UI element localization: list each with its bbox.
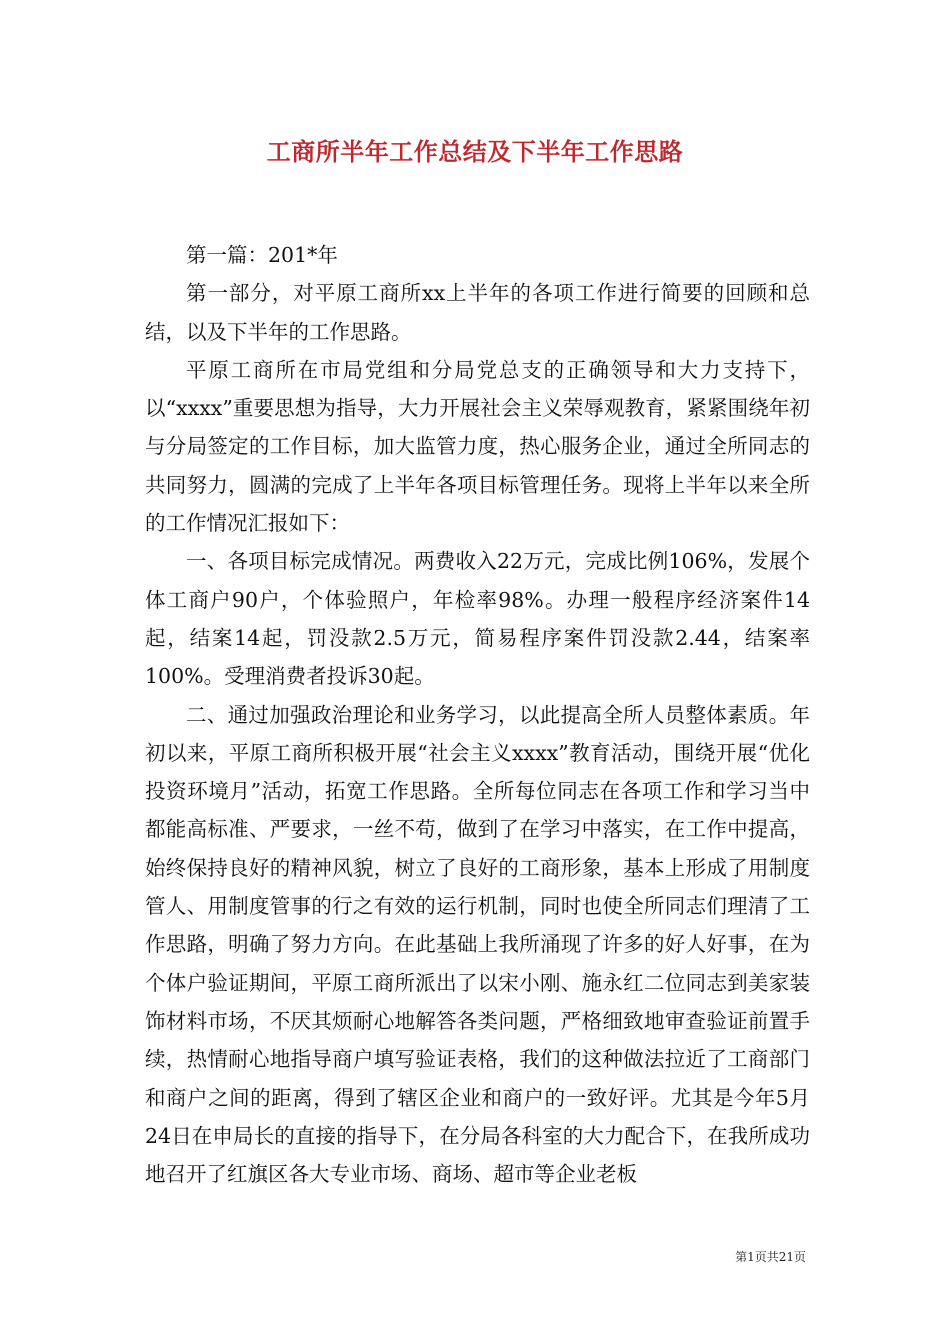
page-footer: 第1页共21页 — [735, 1250, 806, 1264]
paragraph-intro: 第一部分，对平原工商所xx上半年的各项工作进行简要的回顾和总结，以及下半年的工作思路。 — [145, 281, 810, 344]
paragraph-targets: 一、各项目标完成情况。两费收入22万元，完成比例106%，发展个体工商户90户，个体验照户，年检率98%。办理一般程序经济案件14起，结案14起，罚没款2.5万元，简易程序案件罚没款2.44，结案率100%。受理消费者投诉30起。 — [145, 549, 810, 689]
paragraph-overview: 平原工商所在市局党组和分局党总支的正确领导和大力支持下，以“xxxx”重要思想为指导，大力开展社会主义荣辱观教育，紧紧围绕年初与分局签定的工作目标，加大监管力度，热心服务企业，通过全所同志的共同努力，圆满的完成了上半年各项目标管理任务。现将上半年以来全所的工作情况汇报如下： — [145, 357, 810, 536]
document-title: 工商所半年工作总结及下半年工作思路 — [266, 137, 684, 166]
section-heading: 第一篇：201*年 — [186, 243, 338, 267]
paragraph-study: 二、通过加强政治理论和业务学习，以此提高全所人员整体素质。年初以来，平原工商所积极开展“社会主义xxxx”教育活动，围绕开展“优化投资环境月”活动，拓宽工作思路。全所每位同志在各项工作和学习当中都能高标准、严要求，一丝不苟，做到了在学习中落实，在工作中提高，始终保持良好的精神风貌，树立了良好的工商形象，基本上形成了用制度管人、用制度管事的行之有效的运行机制，同时也使全所同志们理清了工作思路，明确了努力方向。在此基础上我所涌现了许多的好人好事，在为个体户验证期间，平原工商所派出了以宋小刚、施永红二位同志到美家装饰材料市场，不厌其烦耐心地解答各类问题，严格细致地审查验证前置手续，热情耐心地指导商户填写验证表格，我们的这种做法拉近了工商部门和商户之间的距离，得到了辖区企业和商户的一致好评。尤其是今年5月24日在申局长的直接的指导下，在分局各科室的大力配合下，在我所成功地召开了红旗区各大专业市场、商场、超市等企业老板 — [145, 702, 810, 1187]
document-body — [145, 236, 810, 1193]
